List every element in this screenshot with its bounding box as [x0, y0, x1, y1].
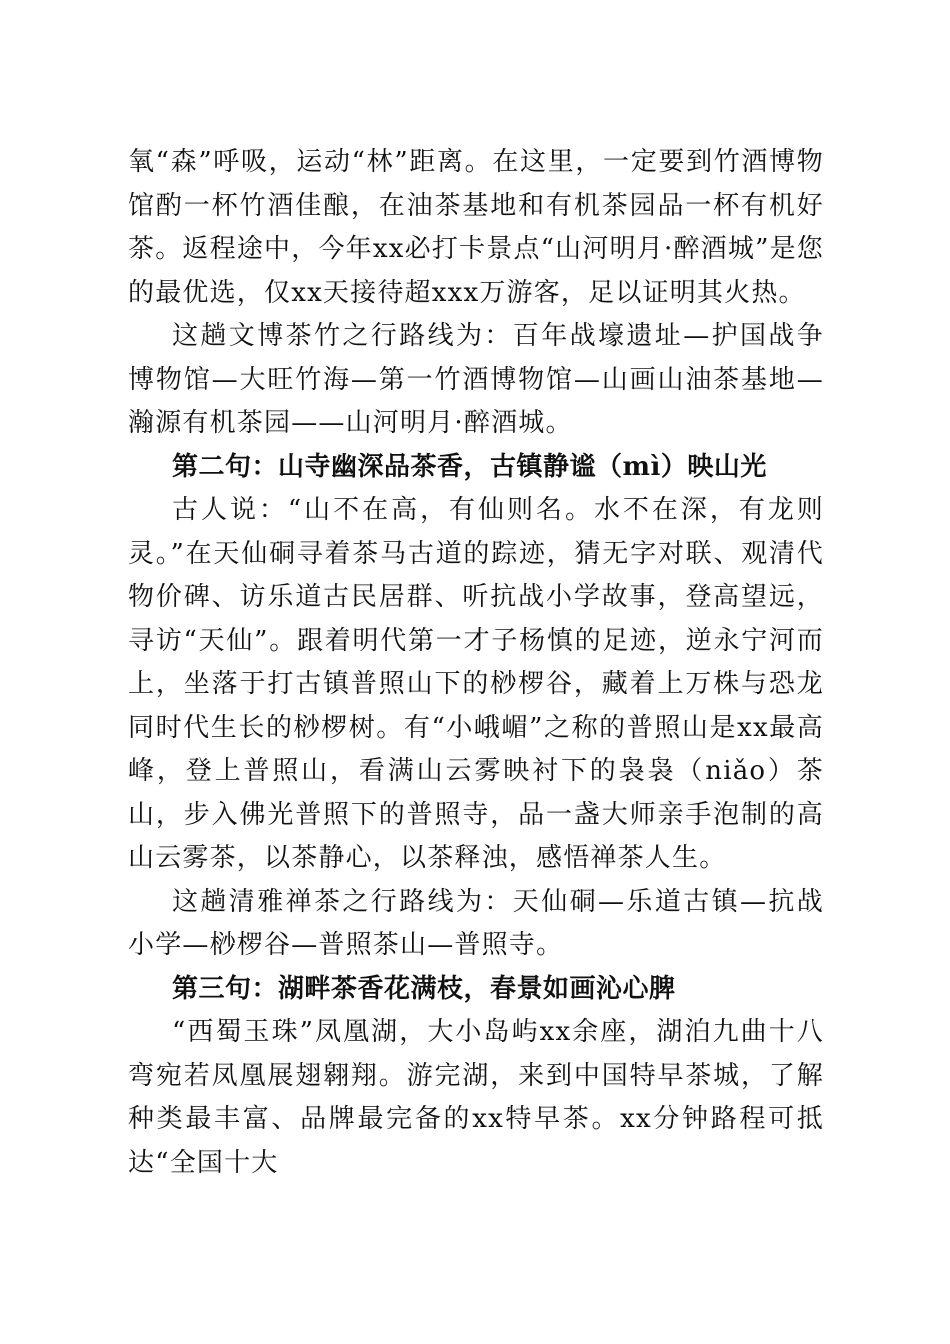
- body-paragraph-continued: 氧“森”呼吸，运动“林”距离。在这里，一定要到竹酒博物馆酌一杯竹酒佳酿，在油茶基地和有机茶园品一杯有机好茶。返程途中，今年xx必打卡景点“山河明月·醉酒城”是您的最优选，仅xx天接待超xxx万游客，足以证明其火热。: [128, 147, 824, 308]
- body-paragraph-section-2: 古人说：“山不在高，有仙则名。水不在深，有龙则灵。”在天仙硐寻着茶马古道的踪迹，猜无字对联、观清代物价碑、访乐道古民居群、听抗战小学故事，登高望远，寻访“天仙”。跟着明代第一才子杨慎的足迹，逆永宁河而上，坐落于打古镇普照山下的桫椤谷，藏着上万株与恐龙同时代生长的桫椤树。有“小峨嵋”之称的普照山是xx最高峰，登上普照山，看满山云雾映衬下的袅袅（niǎo）茶山，步入佛光普照下的普照寺，品一盏大师亲手泡制的高山云雾茶，以茶静心，以茶释浊，感悟禅茶人生。: [128, 495, 824, 873]
- body-paragraph-route-1: 这趟文博茶竹之行路线为：百年战壕遗址—护国战争博物馆—大旺竹海—第一竹酒博物馆—山画山油茶基地—瀚源有机茶园——山河明月·醉酒城。: [128, 321, 824, 438]
- document-body: [128, 141, 824, 1185]
- section-heading-3: 第三句：湖畔茶香花满枝，春景如画沁心脾: [172, 973, 676, 1004]
- section-heading-2: 第二句：山寺幽深品茶香，古镇静谧（mì）映山光: [172, 451, 767, 482]
- body-paragraph-route-2: 这趟清雅禅茶之行路线为：天仙硐—乐道古镇—抗战小学—桫椤谷—普照茶山—普照寺。: [128, 886, 824, 960]
- body-paragraph-section-3: “西蜀玉珠”凤凰湖，大小岛屿xx余座，湖泊九曲十八弯宛若凤凰展翅翱翔。游完湖，来到中国特早茶城，了解种类最丰富、品牌最完备的xx特早茶。xx分钟路程可抵达“全国十大: [128, 1017, 824, 1178]
